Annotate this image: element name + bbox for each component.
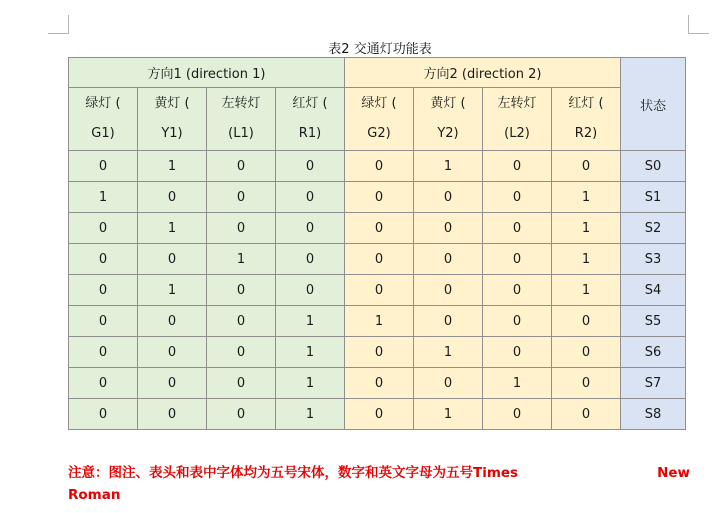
- signal-value-cell: 0: [345, 399, 414, 430]
- signal-value-cell: 0: [207, 182, 276, 213]
- signal-value-cell: 0: [69, 368, 138, 399]
- signal-value-cell: 0: [345, 213, 414, 244]
- signal-value-cell: 0: [552, 306, 621, 337]
- signal-value-cell: 0: [69, 244, 138, 275]
- table-row: [69, 337, 686, 368]
- column-header-g1: [69, 88, 138, 151]
- signal-value-cell: 0: [552, 399, 621, 430]
- signal-value-cell: 0: [276, 151, 345, 182]
- traffic-light-function-table: [68, 57, 686, 430]
- signal-value-cell: 1: [552, 244, 621, 275]
- column-header-r1: [276, 88, 345, 151]
- note-text: 注意：图注、表头和表中字体均为五号宋体，数字和英文字母为五号Times: [68, 465, 519, 481]
- state-cell: S4: [621, 275, 686, 306]
- table-row: [69, 213, 686, 244]
- column-header-code: R2): [574, 126, 598, 141]
- table-row: [69, 399, 686, 430]
- signal-value-cell: 1: [552, 182, 621, 213]
- signal-value-cell: 1: [138, 213, 207, 244]
- signal-value-cell: 1: [345, 306, 414, 337]
- signal-value-cell: 1: [414, 399, 483, 430]
- column-header-name: 红灯 (: [568, 96, 604, 111]
- signal-value-cell: 0: [414, 213, 483, 244]
- signal-value-cell: 0: [345, 244, 414, 275]
- signal-value-cell: 0: [276, 182, 345, 213]
- column-header-y1: [138, 88, 207, 151]
- column-header-y2: [414, 88, 483, 151]
- note-word-new: New: [657, 465, 690, 481]
- table-row: [69, 244, 686, 275]
- crop-mark-top-right-horizontal: [688, 33, 709, 34]
- signal-value-cell: 1: [276, 306, 345, 337]
- column-header-name: 绿灯 (: [361, 96, 397, 111]
- signal-value-cell: 0: [207, 275, 276, 306]
- signal-value-cell: 0: [345, 337, 414, 368]
- signal-value-cell: 0: [483, 337, 552, 368]
- signal-value-cell: 0: [138, 182, 207, 213]
- signal-value-cell: 1: [276, 368, 345, 399]
- signal-value-cell: 1: [138, 151, 207, 182]
- signal-value-cell: 0: [69, 337, 138, 368]
- state-cell: S7: [621, 368, 686, 399]
- signal-value-cell: 0: [138, 399, 207, 430]
- signal-value-cell: 1: [552, 213, 621, 244]
- state-cell: S0: [621, 151, 686, 182]
- signal-value-cell: 0: [345, 182, 414, 213]
- signal-value-cell: 0: [483, 275, 552, 306]
- signal-value-cell: 1: [552, 275, 621, 306]
- state-cell: S3: [621, 244, 686, 275]
- signal-value-cell: 0: [207, 213, 276, 244]
- column-header-name: 左转灯: [221, 96, 261, 111]
- state-cell: S1: [621, 182, 686, 213]
- signal-value-cell: 0: [207, 368, 276, 399]
- crop-mark-top-left-vertical: [68, 15, 69, 33]
- signal-value-cell: 1: [69, 182, 138, 213]
- signal-value-cell: 1: [138, 275, 207, 306]
- signal-value-cell: 0: [414, 275, 483, 306]
- signal-value-cell: 0: [69, 151, 138, 182]
- signal-value-cell: 0: [483, 213, 552, 244]
- signal-value-cell: 0: [207, 337, 276, 368]
- note-word-roman: Roman: [68, 487, 121, 503]
- table-row: [69, 306, 686, 337]
- group-header-direction-2: 方向2 (direction 2): [345, 58, 621, 88]
- signal-value-cell: 1: [276, 337, 345, 368]
- signal-value-cell: 0: [483, 151, 552, 182]
- signal-value-cell: 0: [276, 275, 345, 306]
- column-header-l1: [207, 88, 276, 151]
- column-header-name: 黄灯 (: [430, 96, 466, 111]
- signal-value-cell: 0: [483, 306, 552, 337]
- column-header-r2: [552, 88, 621, 151]
- signal-value-cell: 0: [345, 151, 414, 182]
- table-row: [69, 275, 686, 306]
- crop-mark-top-left-horizontal: [48, 33, 69, 34]
- column-header-code: G2): [367, 126, 391, 141]
- column-header-code: R1): [298, 126, 322, 141]
- signal-value-cell: 0: [207, 399, 276, 430]
- signal-value-cell: 0: [552, 368, 621, 399]
- signal-value-cell: 0: [69, 213, 138, 244]
- group-header-row: [69, 58, 686, 88]
- signal-value-cell: 0: [138, 337, 207, 368]
- column-header-name: 红灯 (: [292, 96, 328, 111]
- column-header-name: 黄灯 (: [154, 96, 190, 111]
- signal-value-cell: 0: [414, 306, 483, 337]
- state-cell: S8: [621, 399, 686, 430]
- signal-value-cell: 0: [345, 275, 414, 306]
- crop-mark-top-right-vertical: [688, 15, 689, 33]
- signal-value-cell: 0: [138, 244, 207, 275]
- table-row: [69, 151, 686, 182]
- signal-value-cell: 0: [69, 306, 138, 337]
- signal-value-cell: 0: [138, 306, 207, 337]
- table-row: [69, 368, 686, 399]
- signal-value-cell: 0: [414, 244, 483, 275]
- signal-value-cell: 0: [345, 368, 414, 399]
- column-header-code: (L1): [228, 126, 254, 141]
- column-header-code: Y2): [437, 126, 459, 141]
- signal-value-cell: 0: [483, 182, 552, 213]
- signal-value-cell: 0: [69, 399, 138, 430]
- column-header-name: 绿灯 (: [85, 96, 121, 111]
- state-header: 状态: [621, 58, 686, 151]
- column-header-code: Y1): [161, 126, 183, 141]
- signal-value-cell: 1: [276, 399, 345, 430]
- signal-value-cell: 0: [414, 182, 483, 213]
- column-header-code: (L2): [504, 126, 530, 141]
- signal-value-cell: 0: [552, 151, 621, 182]
- state-cell: S2: [621, 213, 686, 244]
- signal-value-cell: 0: [276, 213, 345, 244]
- group-header-direction-1: 方向1 (direction 1): [69, 58, 345, 88]
- signal-value-cell: 0: [207, 151, 276, 182]
- signal-value-cell: 1: [207, 244, 276, 275]
- signal-value-cell: 0: [207, 306, 276, 337]
- signal-value-cell: 0: [276, 244, 345, 275]
- signal-value-cell: 0: [552, 337, 621, 368]
- signal-value-cell: 1: [414, 337, 483, 368]
- column-header-l2: [483, 88, 552, 151]
- column-header-code: G1): [91, 126, 115, 141]
- column-header-name: 左转灯: [497, 96, 537, 111]
- signal-value-cell: 0: [414, 368, 483, 399]
- state-cell: S5: [621, 306, 686, 337]
- table-row: [69, 182, 686, 213]
- column-header-row: [69, 88, 686, 151]
- signal-value-cell: 0: [138, 368, 207, 399]
- column-header-g2: [345, 88, 414, 151]
- signal-value-cell: 0: [69, 275, 138, 306]
- table-caption: 表2 交通灯功能表: [328, 42, 432, 57]
- state-cell: S6: [621, 337, 686, 368]
- signal-value-cell: 1: [483, 368, 552, 399]
- signal-value-cell: 1: [414, 151, 483, 182]
- signal-value-cell: 0: [483, 244, 552, 275]
- signal-value-cell: 0: [483, 399, 552, 430]
